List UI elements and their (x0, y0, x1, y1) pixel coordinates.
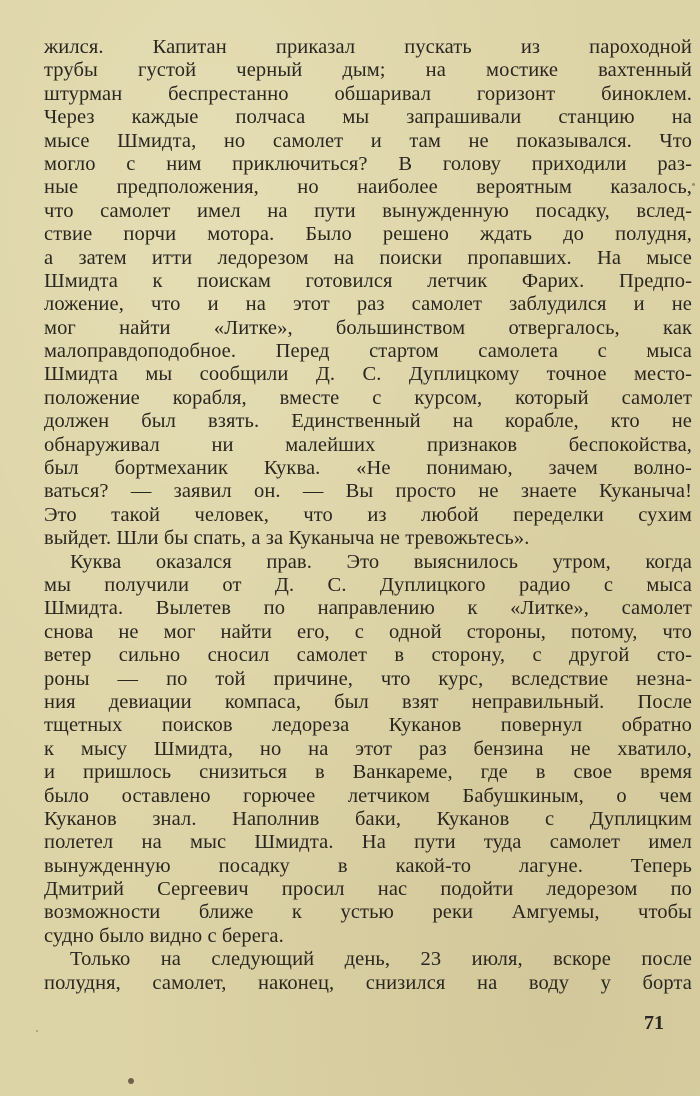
text-line: Шмидта к поискам готовился летчик Фарих. Предпо- (44, 269, 692, 292)
text-line: положение корабля, вместе с курсом, который самолет (44, 386, 692, 409)
text-line: Шмидта. Вылетев по направлению к «Литке», самолет (44, 597, 692, 620)
text-line: Куканов знал. Наполнив баки, Куканов с Дуплицким (44, 807, 692, 830)
text-line: трубы густой черный дым; на мостике вахтенный (44, 59, 692, 82)
text-line: ветер сильно сносил самолет в сторону, с другой сто- (44, 644, 692, 667)
text-line: Это такой человек, что из любой переделки сухим (44, 503, 692, 526)
text-line: жился. Капитан приказал пускать из пароходной (44, 36, 692, 58)
text-line: ложение, что и на этот раз самолет заблудился и не (44, 293, 692, 316)
paragraph-end-line: выйдет. Шли бы спать, а за Куканыча не тревожьтесь». (44, 527, 530, 550)
text-line: возможности ближе к устью реки Амгуемы, чтобы (44, 901, 692, 924)
text-line: мог найти «Литке», большинством отвергалось, как (44, 316, 692, 339)
paper-speck (128, 1078, 134, 1084)
text-line: роны — по той причине, что курс, вследствие незна- (44, 667, 692, 690)
text-line: могло с ним приключиться? В голову приходили раз- (44, 152, 692, 175)
text-line: мы получили от Д. С. Дуплицкого радио с мыса (44, 573, 692, 596)
text-line: что самолет имел на пути вынужденную посадку, вслед- (44, 199, 692, 222)
text-line: было оставлено горючее летчиком Бабушкиным, о чем (44, 784, 692, 807)
text-line: к мысу Шмидта, но на этот раз бензина не хватило, (44, 737, 692, 760)
paper-speck (36, 1030, 38, 1032)
paragraph-start-line: Куква оказался прав. Это выяснилось утром, когда (70, 550, 692, 573)
text-line: полетел на мыс Шмидта. На пути туда самолет имел (44, 831, 692, 854)
text-line: ные предположения, но наиболее вероятным казалось, (44, 176, 692, 199)
paragraph-start-line: Только на следующий день, 23 июля, вскоре после (70, 948, 692, 971)
text-line: ния девиации компаса, был взят неправильный. После (44, 690, 692, 713)
text-line: малоправдоподобное. Перед стартом самолета с мыса (44, 340, 692, 363)
body-text (44, 36, 692, 995)
text-line: штурман беспрестанно обшаривал горизонт биноклем. (44, 82, 692, 105)
text-line: ваться? — заявил он. — Вы просто не знаете Куканыча! (44, 480, 692, 503)
paper-speck (692, 183, 695, 186)
text-line: Дмитрий Сергеевич просил нас подойти ледорезом по (44, 878, 692, 901)
text-line: Через каждые полчаса мы запрашивали станцию на (44, 106, 692, 129)
text-line: должен был взять. Единственный на корабле, кто не (44, 410, 692, 433)
text-line: был бортмеханик Куква. «Не понимаю, зачем волно- (44, 457, 692, 480)
text-line: снова не мог найти его, с одной стороны, потому, что (44, 620, 692, 643)
text-line: ствие порчи мотора. Было решено ждать до полудня, (44, 223, 692, 246)
text-line: Шмидта мы сообщили Д. С. Дуплицкому точное место- (44, 363, 692, 386)
text-line: полудня, самолет, наконец, снизился на воду у борта (44, 971, 692, 994)
text-line: мысе Шмидта, но самолет и там не показывался. Что (44, 129, 692, 152)
text-line: тщетных поисков ледореза Куканов повернул обратно (44, 714, 692, 737)
text-line: и пришлось снизиться в Ванкареме, где в свое время (44, 761, 692, 784)
text-line: а затем итти ледорезом на поиски пропавших. На мысе (44, 246, 692, 269)
text-line: обнаруживал ни малейших признаков беспокойства, (44, 433, 692, 456)
text-line: вынужденную посадку в какой-то лагуне. Теперь (44, 854, 692, 877)
paragraph-end-line: судно было видно с берега. (44, 924, 284, 947)
page-number: 71 (644, 1012, 664, 1034)
